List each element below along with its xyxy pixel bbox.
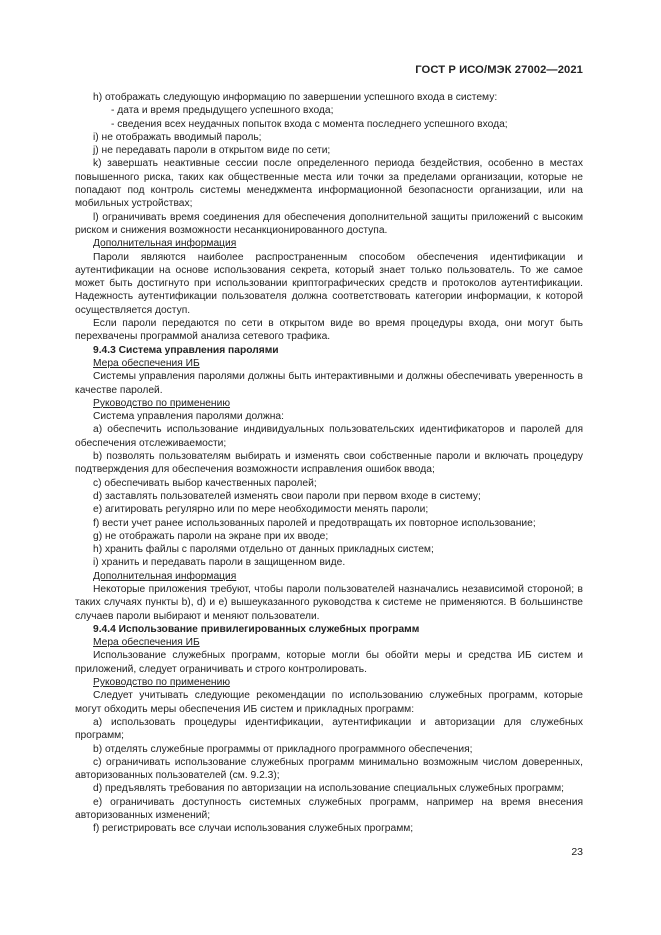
- list-item-c: c) обеспечивать выбор качественных паролей;: [93, 477, 317, 489]
- dash-item: - сведения всех неудачных попыток входа с момента последнего успешного входа;: [111, 118, 508, 130]
- list-item-l: l) ограничивать время соединения для обеспечения дополнительной защиты приложений с высоким риском и снижения возможности несанкционированного доступа.: [75, 211, 583, 236]
- paragraph: Системы управления паролями должны быть интерактивными и должны обеспечивать уверенность в качестве паролей.: [75, 371, 583, 396]
- page-number: 23: [571, 846, 583, 858]
- list-item-f: f) регистрировать все случаи использования служебных программ;: [93, 823, 414, 835]
- list-item-e: e) агитировать регулярно или по мере необходимости менять пароли;: [93, 504, 429, 516]
- subheading-control: Мера обеспечения ИБ: [93, 637, 200, 649]
- list-item-h: h) отображать следующую информацию по завершении успешного входа в систему:: [93, 92, 498, 103]
- subheading-additional-info: Дополнительная информация: [93, 238, 237, 250]
- body-text: [75, 91, 583, 836]
- list-item-h: h) хранить файлы с паролями отдельно от данных прикладных систем;: [93, 544, 434, 556]
- standard-header: ГОСТ Р ИСО/МЭК 27002—2021: [415, 64, 583, 76]
- list-item-d: d) предъявлять требования по авторизации на использование специальных служебных программ;: [93, 783, 565, 795]
- subheading-control: Мера обеспечения ИБ: [93, 357, 200, 369]
- list-item-c: c) ограничивать использование служебных программ минимально возможным числом доверенных, авторизованных пользователей (см. 9.2.3);: [75, 756, 583, 782]
- list-item-b: b) отделять служебные программы от прикладного программного обеспечения;: [93, 743, 473, 755]
- list-item-f: f) вести учет ранее использованных паролей и предотвращать их повторное использование;: [93, 517, 536, 529]
- list-item-a: a) использовать процедуры идентификации, аутентификации и авторизации для служебных программ;: [75, 716, 583, 742]
- dash-item: - дата и время предыдущего успешного входа;: [111, 105, 334, 117]
- list-item-b: b) позволять пользователям выбирать и изменять свои собственные пароли и включать процедуру подтверждения для обеспечения возможности исправления ошибок ввода;: [75, 451, 583, 476]
- list-item-k: k) завершать неактивные сессии после определенного периода бездействия, особенно в местах повышенного риска, таких как общественные места или точки за пределами организации, которые не попадают под контроль системы менеджмента информационной безопасности организации, или на мобильных устройствах;: [75, 158, 583, 210]
- list-item-g: g) не отображать пароли на экране при их вводе;: [93, 530, 329, 542]
- paragraph: Система управления паролями должна:: [93, 411, 284, 423]
- subheading-guidance: Руководство по применению: [93, 677, 231, 689]
- list-item-i: i) не отображать вводимый пароль;: [93, 131, 262, 143]
- section-heading-9-4-3: 9.4.3 Система управления паролями: [93, 344, 279, 356]
- list-item-i: i) хранить и передавать пароли в защищенном виде.: [93, 557, 346, 569]
- paragraph: Следует учитывать следующие рекомендации по использованию служебных программ, которые могут обходить меры обеспечения ИБ систем и прикладных программ:: [75, 690, 583, 715]
- paragraph: Использование служебных программ, которые могли бы обойти меры и средства ИБ систем и приложений, следует ограничивать и строго контролировать.: [75, 650, 583, 675]
- list-item-d: d) заставлять пользователей изменять свои пароли при первом входе в систему;: [93, 490, 481, 502]
- subheading-guidance: Руководство по применению: [93, 397, 231, 409]
- paragraph: Пароли являются наиболее распространенным способом обеспечения идентификации и аутентификации на основе использования секрета, который знает только пользователь. То же самое может быть достигнуто при использовании криптографических средств и протоколов аутентификации. Надежность аутентификации пользователя должна соответствовать категории информации, к которой осуществляется доступ.: [75, 251, 583, 316]
- list-item-e: e) ограничивать доступность системных служебных программ, например на время внесения авторизованных изменений;: [75, 796, 583, 822]
- list-item-j: j) не передавать пароли в открытом виде по сети;: [93, 145, 331, 157]
- paragraph: Некоторые приложения требуют, чтобы пароли пользователей назначались независимой стороной; в таких случаях пункты b), d) и e) вышеуказанного руководства к системе не применяются. В большинстве случаев пароли выбирают и меняют пользователи.: [75, 583, 583, 622]
- list-item-a: a) обеспечить использование индивидуальных пользовательских идентификаторов и паролей для обеспечения отслеживаемости;: [75, 424, 583, 449]
- section-heading-9-4-4: 9.4.4 Использование привилегированных служебных программ: [93, 623, 420, 635]
- paragraph: Если пароли передаются по сети в открытом виде во время процедуры входа, они могут быть перехвачены программой анализа сетевого трафика.: [75, 318, 583, 343]
- subheading-additional-info: Дополнительная информация: [93, 570, 237, 582]
